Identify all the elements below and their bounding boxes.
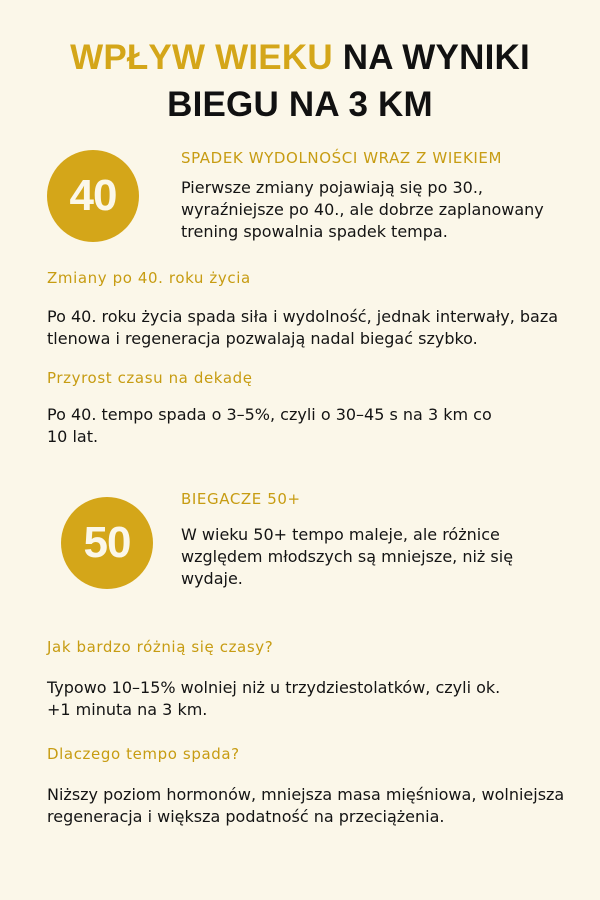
block-time-difference-heading: Jak bardzo różnią się czasy? bbox=[47, 638, 274, 656]
section-50-heading: BIEGACZE 50+ bbox=[181, 490, 301, 508]
block-why-slower-heading: Dlaczego tempo spada? bbox=[47, 745, 240, 763]
age-50-badge: 50 bbox=[61, 497, 153, 589]
block-time-difference-text: Typowo 10–15% wolniej niż u trzydziestolatków, czyli ok. +1 minuta na 3 km. bbox=[47, 678, 501, 719]
age-40-badge: 40 bbox=[47, 150, 139, 242]
block-decade-increase-heading: Przyrost czasu na dekadę bbox=[47, 369, 253, 387]
block-changes-after-40-heading: Zmiany po 40. roku życia bbox=[47, 269, 251, 287]
block-decade-increase-text: Po 40. tempo spada o 3–5%, czyli o 30–45 s na 3 km co 10 lat. bbox=[47, 405, 492, 446]
title-line-2: BIEGU NA 3 KM bbox=[167, 85, 433, 124]
page-title bbox=[0, 34, 600, 128]
section-40-heading: SPADEK WYDOLNOŚCI WRAZ Z WIEKIEM bbox=[181, 149, 503, 167]
section-40-text: Pierwsze zmiany pojawiają się po 30., wyraźniejsze po 40., ale dobrze zaplanowany trening spowalnia spadek tempa. bbox=[181, 178, 544, 241]
block-changes-after-40-text: Po 40. roku życia spada siła i wydolność, jednak interwały, baza tlenowa i regeneracja pozwalają nadal biegać szybko. bbox=[47, 307, 559, 348]
title-rest: NA WYNIKI bbox=[342, 38, 530, 77]
title-line-1 bbox=[0, 34, 600, 81]
section-50-text: W wieku 50+ tempo maleje, ale różnice względem młodszych są mniejsze, niż się wydaje. bbox=[181, 525, 514, 588]
block-why-slower-text: Niższy poziom hormonów, mniejsza masa mięśniowa, wolniejsza regeneracja i większa podatność na przeciążenia. bbox=[47, 785, 565, 826]
title-accent: WPŁYW WIEKU bbox=[70, 38, 333, 77]
